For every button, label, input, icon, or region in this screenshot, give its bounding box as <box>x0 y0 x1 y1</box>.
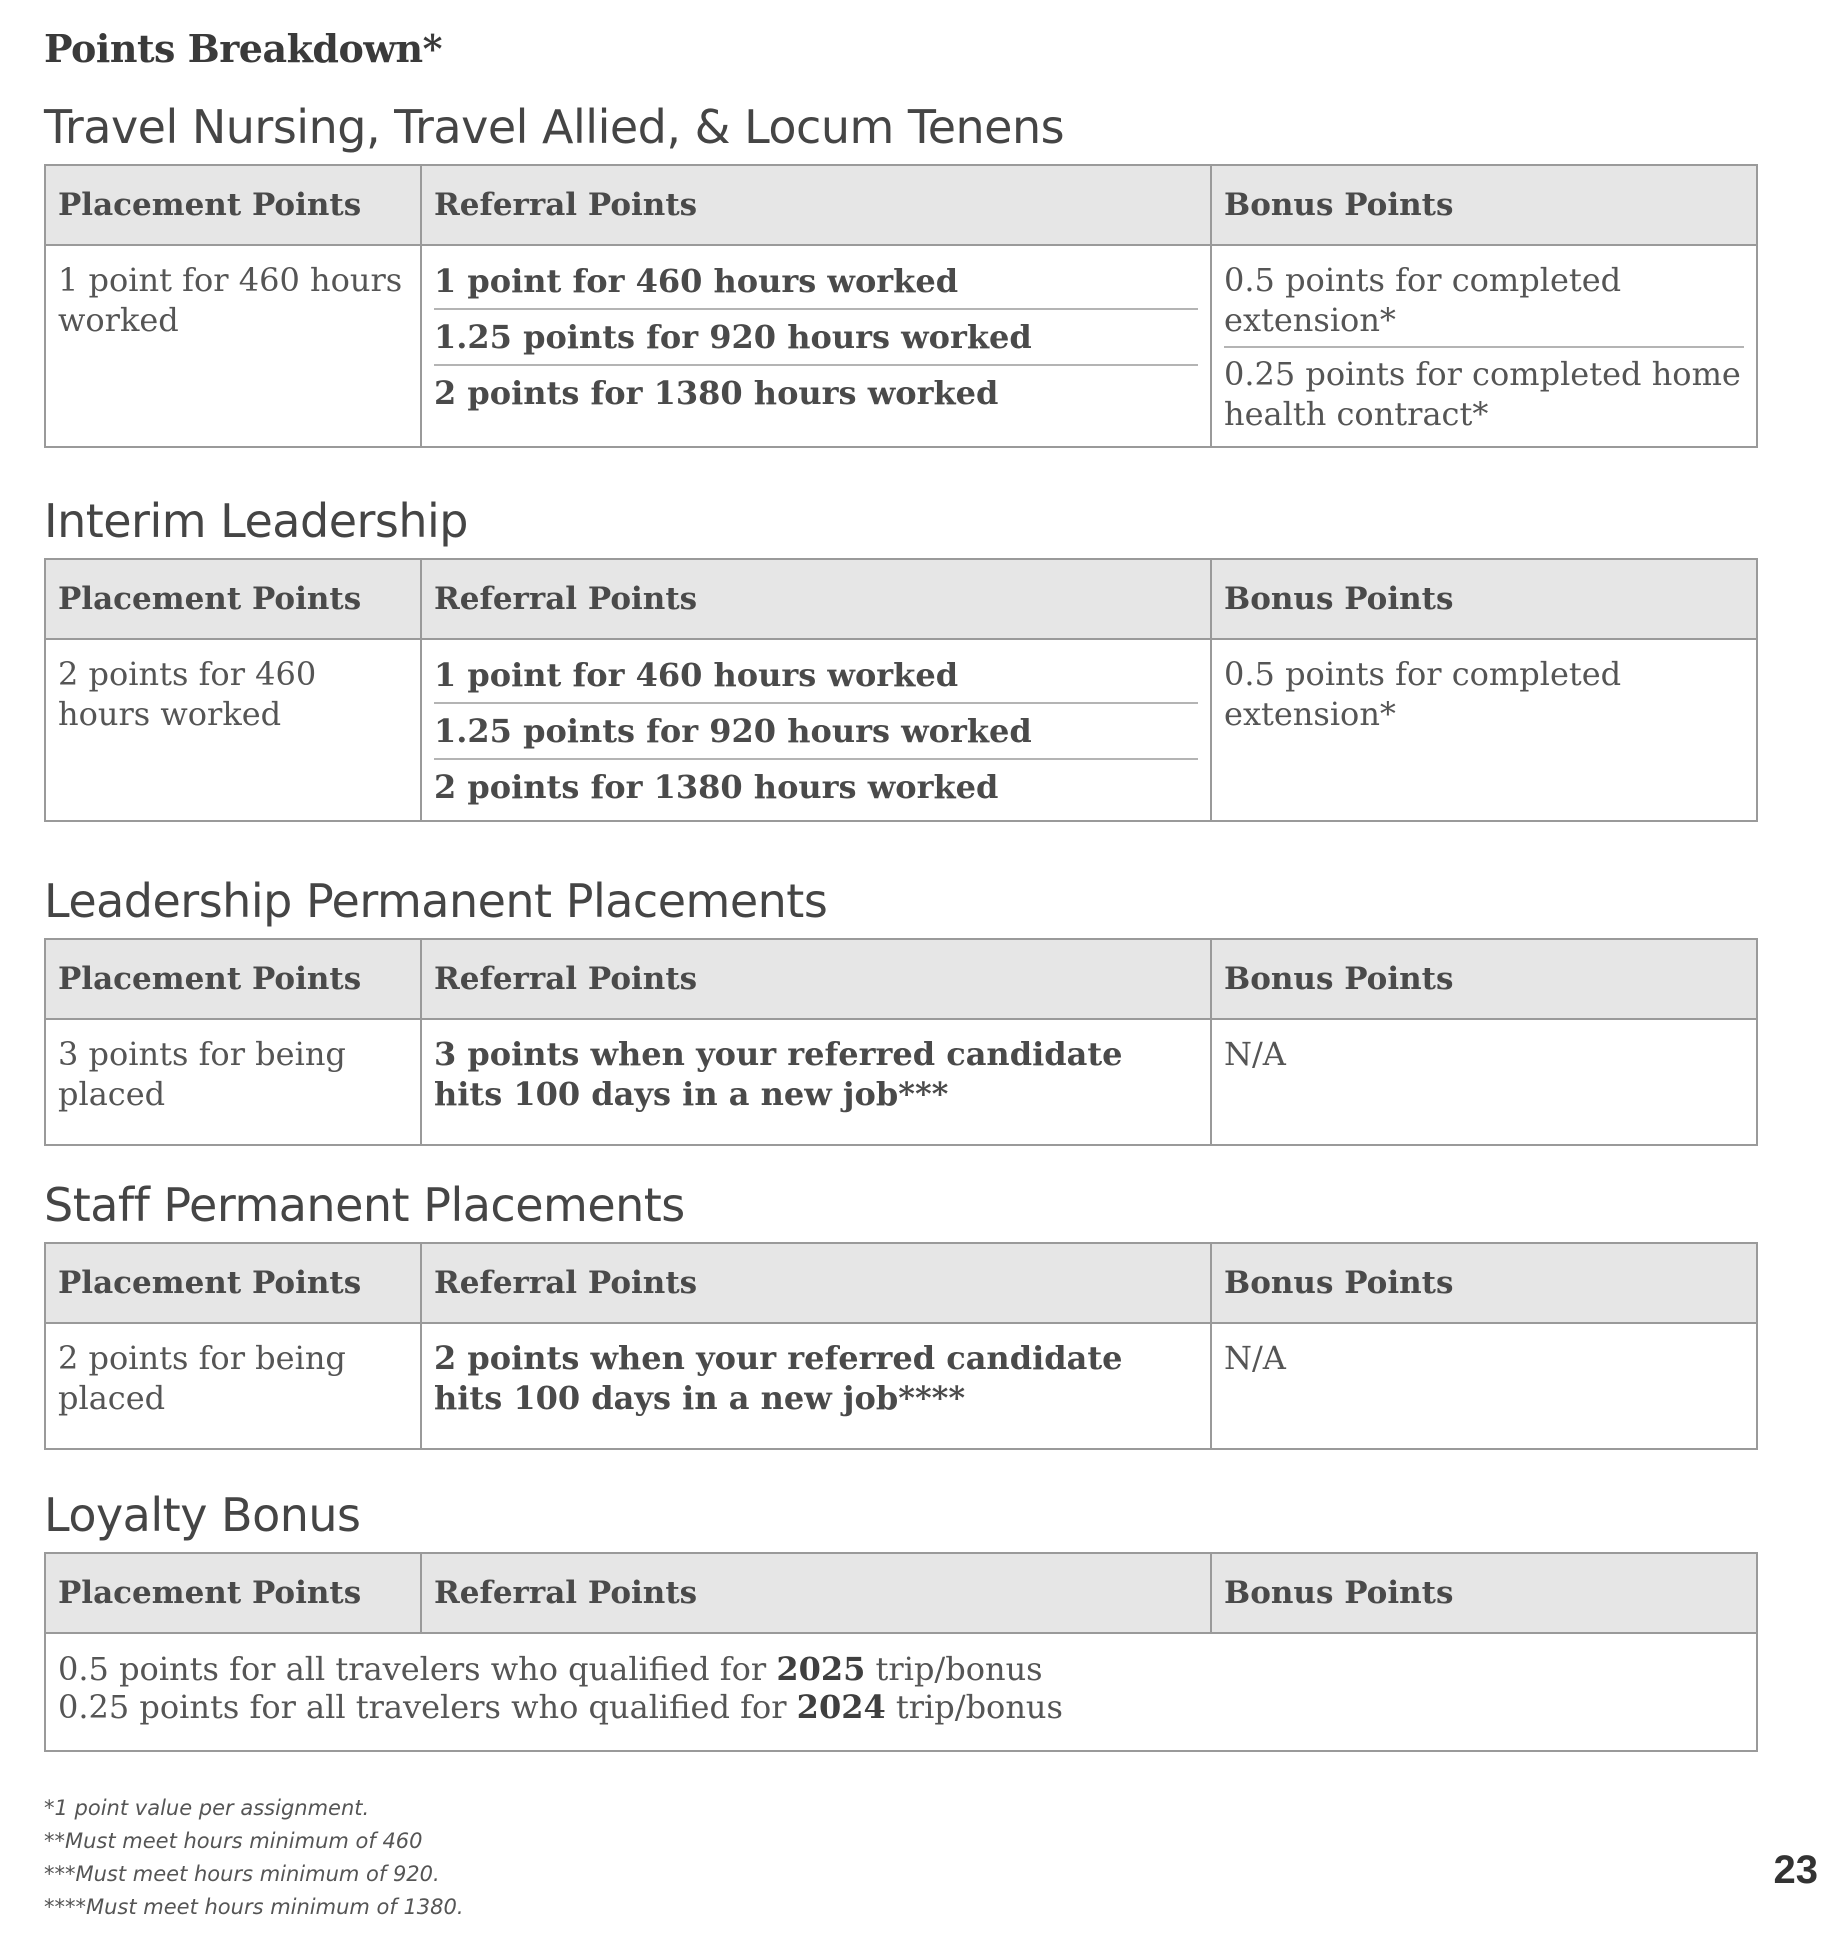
loyalty-cell <box>45 1633 1757 1751</box>
referral-item: 2 points for 1380 hours worked <box>434 374 999 412</box>
loyalty-year: 2024 <box>796 1688 886 1726</box>
header-placement-points: Placement Points <box>45 939 421 1019</box>
table-header-row <box>45 559 1757 639</box>
header-placement-points: Placement Points <box>45 559 421 639</box>
footnote: *1 point value per assignment. <box>44 1796 370 1820</box>
referral-item: 1 point for 460 hours worked <box>434 254 1198 310</box>
section-title: Interim Leadership <box>44 494 469 548</box>
header-placement-points: Placement Points <box>45 1553 421 1633</box>
placement-cell: 2 points for 460 hours worked <box>45 639 421 821</box>
referral-cell: 2 points when your referred candidate hits 100 days in a new job**** <box>421 1323 1211 1449</box>
loyalty-line <box>58 1650 1744 1688</box>
footnote: ***Must meet hours minimum of 920. <box>44 1862 440 1886</box>
placement-cell: 2 points for being placed <box>45 1323 421 1449</box>
section-title: Leadership Permanent Placements <box>44 874 828 928</box>
header-referral-points: Referral Points <box>421 165 1211 245</box>
header-bonus-points: Bonus Points <box>1211 165 1757 245</box>
bonus-item: 0.25 points for completed home health contract* <box>1224 355 1741 433</box>
table-row <box>45 1633 1757 1751</box>
loyalty-text: trip/bonus <box>885 1688 1063 1726</box>
header-referral-points: Referral Points <box>421 1243 1211 1323</box>
header-bonus-points: Bonus Points <box>1211 1553 1757 1633</box>
table-header-row <box>45 1553 1757 1633</box>
bonus-cell: N/A <box>1211 1323 1757 1449</box>
section-leadership-permanent <box>44 872 1756 1146</box>
table-header-row <box>45 165 1757 245</box>
header-bonus-points: Bonus Points <box>1211 939 1757 1019</box>
table-row <box>45 1323 1757 1449</box>
page-number: 23 <box>1773 1848 1818 1892</box>
section-loyalty-bonus <box>44 1486 1756 1752</box>
placement-cell: 3 points for being placed <box>45 1019 421 1145</box>
referral-cell: 3 points when your referred candidate hits 100 days in a new job*** <box>421 1019 1211 1145</box>
header-bonus-points: Bonus Points <box>1211 1243 1757 1323</box>
referral-cell <box>421 639 1211 821</box>
table-header-row <box>45 1243 1757 1323</box>
points-table <box>44 1242 1758 1450</box>
table-row <box>45 1019 1757 1145</box>
header-bonus-points: Bonus Points <box>1211 559 1757 639</box>
bonus-item: 0.5 points for completed extension* <box>1224 254 1744 348</box>
table-header-row <box>45 939 1757 1019</box>
loyalty-line <box>58 1688 1744 1726</box>
table-row <box>45 639 1757 821</box>
points-table <box>44 164 1758 448</box>
table-row <box>45 245 1757 447</box>
placement-cell: 1 point for 460 hours worked <box>45 245 421 447</box>
loyalty-text: 0.25 points for all travelers who qualified for <box>58 1688 797 1726</box>
section-title: Staff Permanent Placements <box>44 1178 685 1232</box>
footnotes <box>44 1792 464 1924</box>
section-travel-nursing <box>44 98 1756 448</box>
loyalty-text: trip/bonus <box>865 1650 1043 1688</box>
referral-item: 1.25 points for 920 hours worked <box>434 704 1198 760</box>
bonus-cell <box>1211 639 1757 821</box>
referral-item: 2 points for 1380 hours worked <box>434 768 999 806</box>
bonus-item: 0.5 points for completed extension* <box>1224 655 1622 733</box>
section-title: Loyalty Bonus <box>44 1488 361 1542</box>
referral-item: 1 point for 460 hours worked <box>434 648 1198 704</box>
section-title: Travel Nursing, Travel Allied, & Locum Tenens <box>44 100 1065 154</box>
referral-cell <box>421 245 1211 447</box>
points-table <box>44 558 1758 822</box>
header-referral-points: Referral Points <box>421 939 1211 1019</box>
referral-item: 1.25 points for 920 hours worked <box>434 310 1198 366</box>
bonus-cell: N/A <box>1211 1019 1757 1145</box>
header-referral-points: Referral Points <box>421 1553 1211 1633</box>
bonus-cell <box>1211 245 1757 447</box>
points-table <box>44 938 1758 1146</box>
header-placement-points: Placement Points <box>45 1243 421 1323</box>
footnote: ****Must meet hours minimum of 1380. <box>44 1895 464 1919</box>
section-interim-leadership <box>44 492 1756 822</box>
points-table <box>44 1552 1758 1752</box>
page-title: Points Breakdown* <box>44 26 443 71</box>
header-referral-points: Referral Points <box>421 559 1211 639</box>
loyalty-year: 2025 <box>776 1650 866 1688</box>
header-placement-points: Placement Points <box>45 165 421 245</box>
section-staff-permanent <box>44 1176 1756 1450</box>
footnote: **Must meet hours minimum of 460 <box>44 1829 423 1853</box>
loyalty-text: 0.5 points for all travelers who qualified for <box>58 1650 777 1688</box>
